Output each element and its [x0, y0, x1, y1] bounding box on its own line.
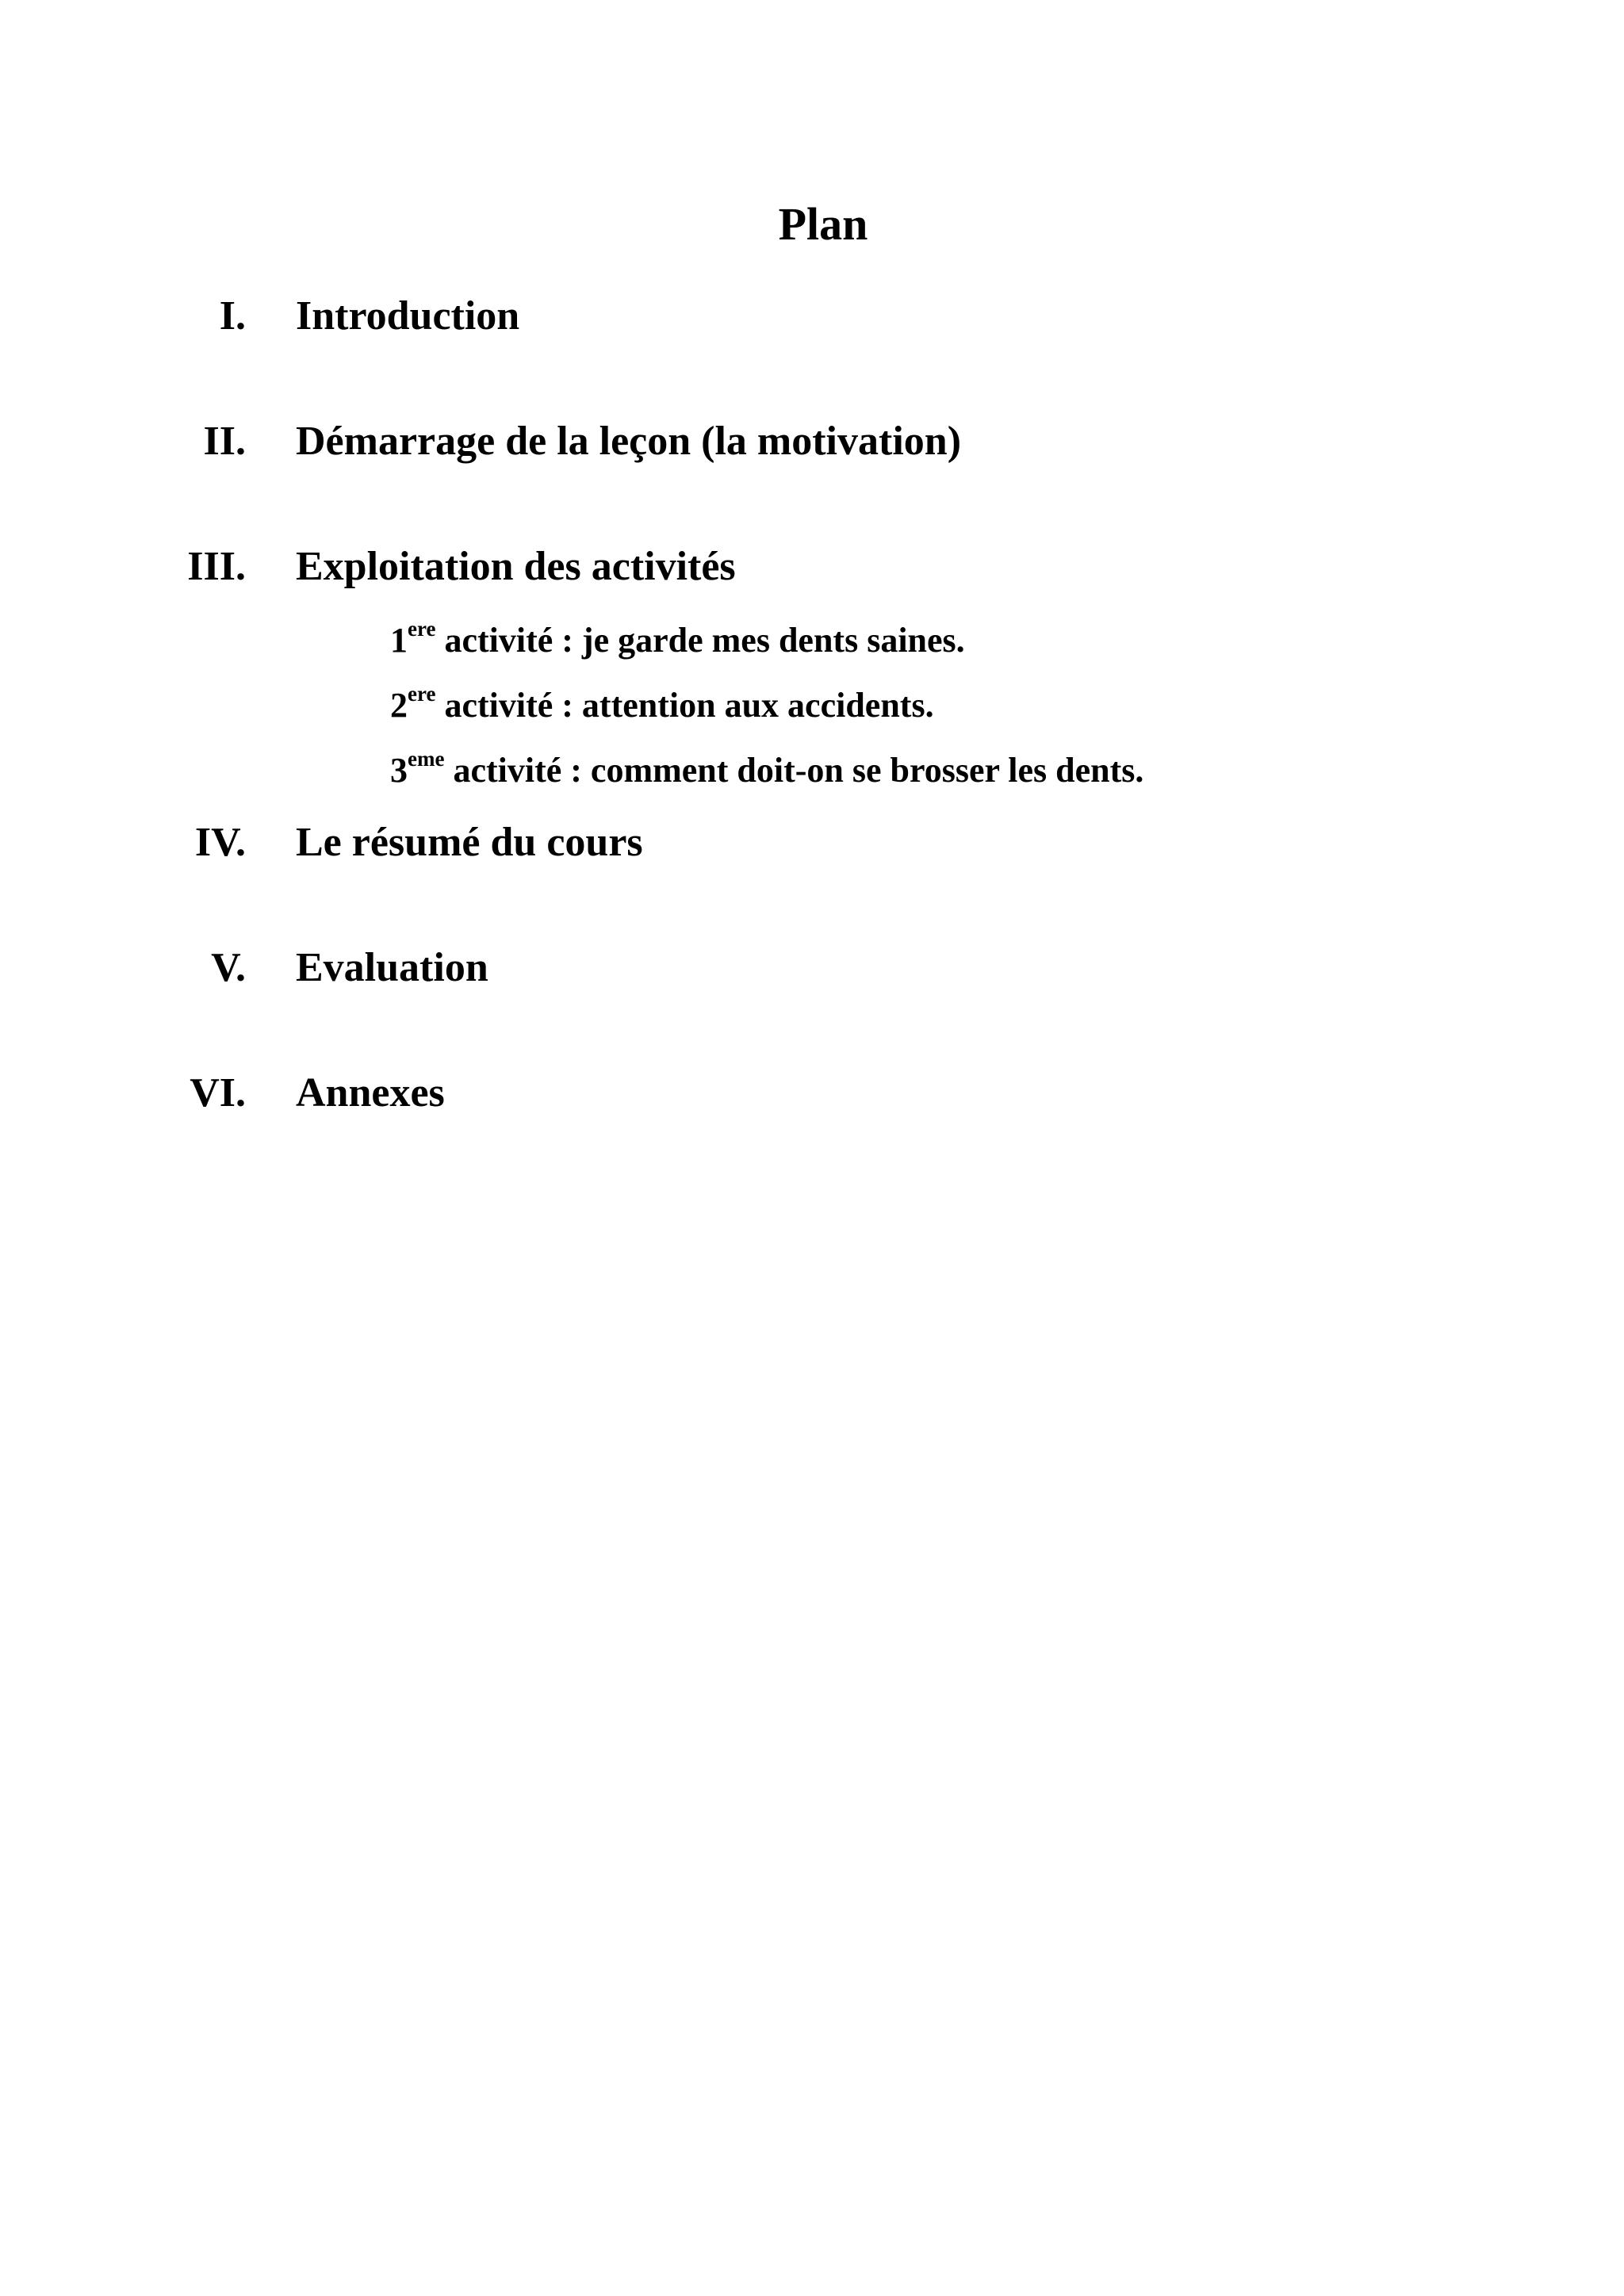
- activity-ordinal: ere: [408, 682, 436, 706]
- activity-ordinal: ere: [408, 617, 436, 641]
- activity-ordinal: eme: [408, 747, 445, 771]
- activity-number: 1: [390, 621, 408, 660]
- section-label: Evaluation: [296, 945, 488, 990]
- section-numeral: II.: [203, 419, 246, 464]
- section-label: Annexes: [296, 1070, 445, 1115]
- section-label: Exploitation des activités: [296, 544, 736, 589]
- section-label: Démarrage de la leçon (la motivation): [296, 419, 962, 464]
- activity-number: 2: [390, 686, 408, 725]
- page-title: Plan: [778, 198, 868, 250]
- activity-text: activité : je garde mes dents saines.: [435, 621, 965, 660]
- activity-text: activité : attention aux accidents.: [435, 686, 934, 725]
- section-numeral: IV.: [194, 820, 246, 865]
- section-label: Introduction: [296, 293, 520, 339]
- section-numeral: VI.: [190, 1070, 246, 1115]
- activity-item: [390, 748, 1143, 793]
- section-numeral: III.: [187, 544, 246, 589]
- section-numeral: V.: [211, 945, 246, 990]
- activity-number: 3: [390, 751, 408, 790]
- activity-item: [390, 618, 965, 663]
- activity-text: activité : comment doit-on se brosser les dents.: [444, 751, 1144, 790]
- section-numeral: I.: [219, 293, 246, 339]
- section-label: Le résumé du cours: [296, 820, 643, 865]
- activity-item: [390, 683, 934, 728]
